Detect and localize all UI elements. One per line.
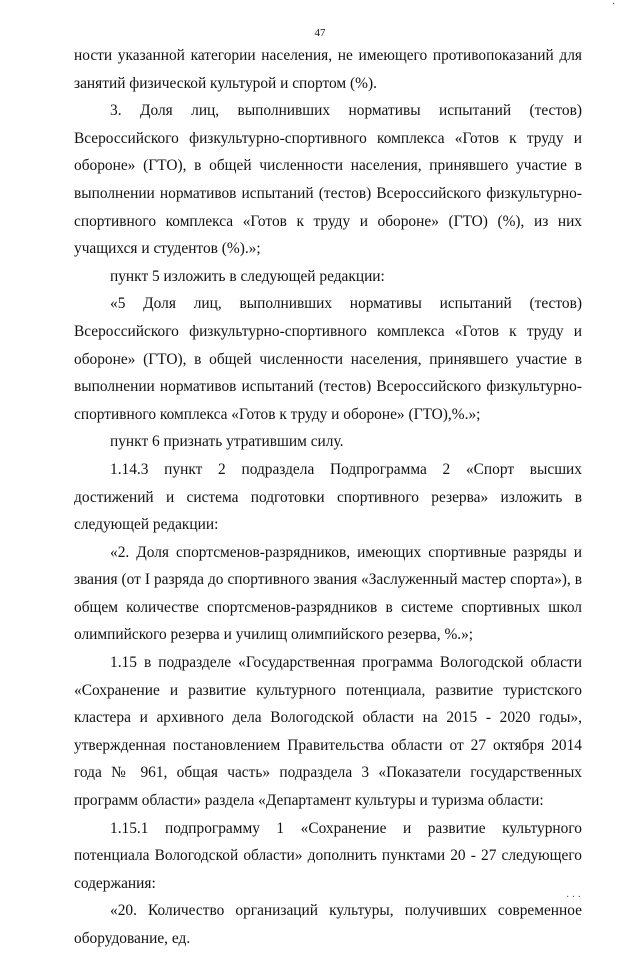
paragraph: 1.15.1 подпрограмму 1 «Сохранение и развитие культурного потенциала Вологодской области» дополнить пунктами 20 - 27 следующего содержания: bbox=[74, 819, 582, 892]
paragraph: «2. Доля спортсменов-разрядников, имеющих спортивные разряды и звания (от I разряда до спортивного звания «Заслуженный мастер спорта»), в общем количестве спортсменов-разрядников в системе спортивных школ олимпийского резерва и училищ олимпийского резерва, %.»; bbox=[74, 543, 582, 644]
paragraph: «20. Количество организаций культуры, получивших современное оборудование, ед. bbox=[74, 902, 582, 947]
page-number: 47 bbox=[314, 27, 326, 39]
paragraph: 1.14.3 пункт 2 подраздела Подпрограмма 2 «Спорт высших достижений и система подготовки спортивного резерва» изложить в следующей редакции: bbox=[74, 460, 582, 534]
paragraph: 3. Доля лиц, выполнивших нормативы испытаний (тестов) Всероссийского физкультурно-спортивного комплекса «Готов к труду и обороне» (ГТО), в общей численности населения, принявшего участие в выполнении нормативов испытаний (тестов) Всероссийского физкультурно-спортивного комплекса «Готов к труду и обороне» (ГТО) (%), из них учащихся и студентов (%).»; bbox=[74, 102, 582, 258]
scan-mark-top: · bbox=[612, 0, 616, 10]
paragraph: «5 Доля лиц, выполнивших нормативы испытаний (тестов) Всероссийского физкультурно-спортивного комплекса «Готов к труду и обороне» (ГТО), в общей численности населения, принявшего участие в выполнении нормативов испытаний (тестов) Всероссийского физкультурно-спортивного комплекса «Готов к труду и обороне» (ГТО),%.»; bbox=[74, 295, 582, 423]
paragraph: 1.15 в подразделе «Государственная программа Вологодской области «Сохранение и развитие культурного потенциала, развитие туристского кластера и архивного дела Вологодской области на 2015 - 2020 годы», утвержденная постановлением Правительства области от 27 октября 2014 года № 961, общая часть» подраздела 3 «Показатели государственных программ области» раздела «Департамент культуры и туризма области: bbox=[74, 654, 582, 810]
scan-mark-bottom: · · · bbox=[566, 892, 581, 903]
paragraph: пункт 6 признать утратившим силу. bbox=[110, 433, 344, 451]
paragraph: пункт 5 изложить в следующей редакции: bbox=[110, 267, 385, 285]
paragraph: ности указанной категории населения, не имеющего противопоказаний для занятий физической культурой и спортом (%). bbox=[74, 47, 582, 92]
document-body bbox=[74, 42, 582, 953]
